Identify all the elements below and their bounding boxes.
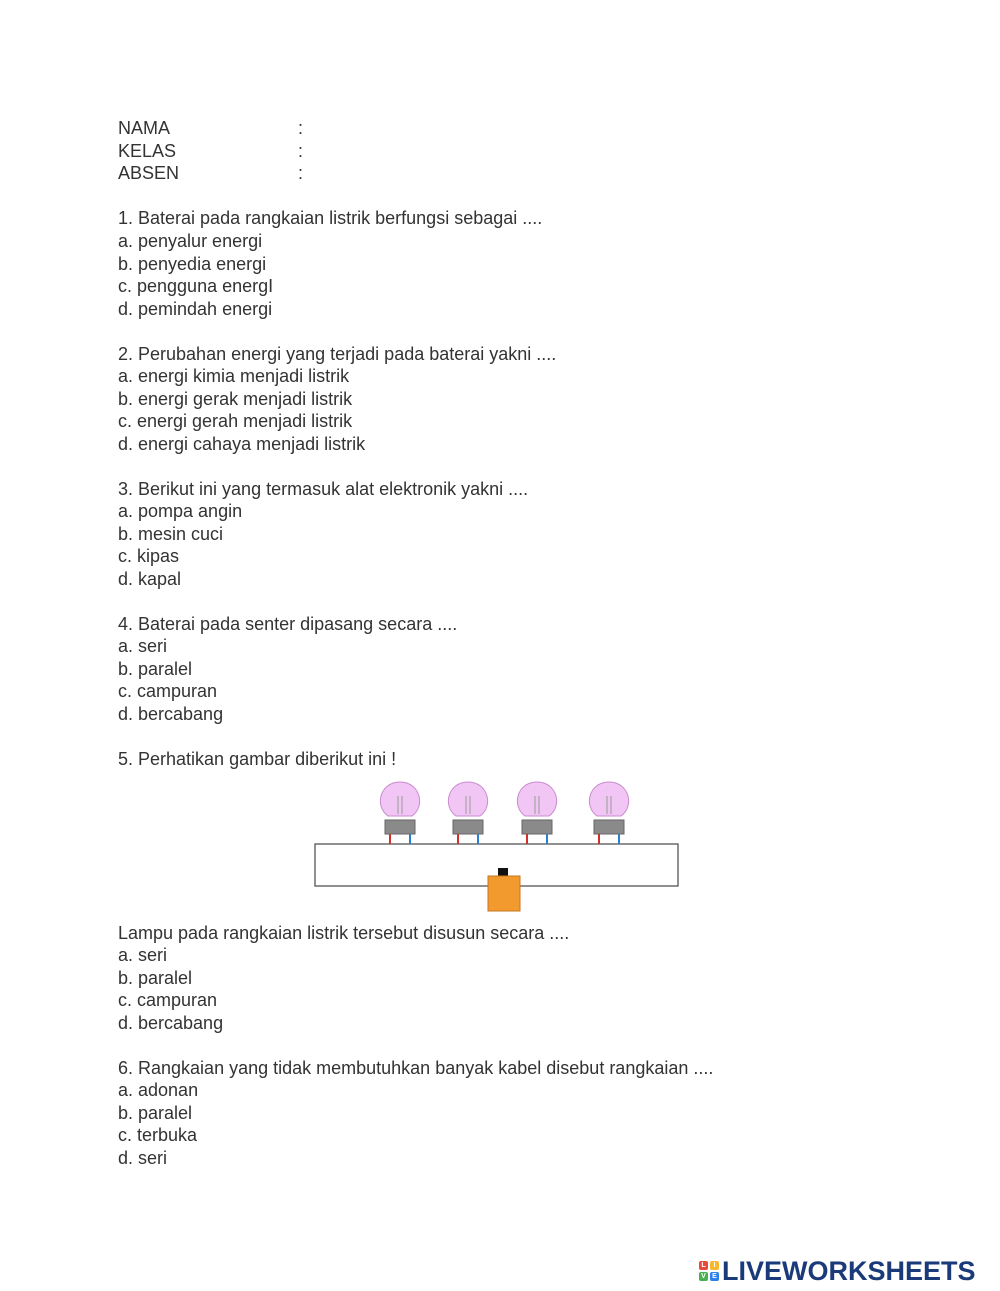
absen-label: ABSEN <box>118 163 180 183</box>
option-d: d. kapal <box>118 569 182 589</box>
battery-terminal <box>498 868 508 876</box>
absen-colon: : <box>298 163 304 183</box>
battery <box>488 868 520 911</box>
bulb-glass <box>517 782 556 816</box>
bulb-base <box>594 820 624 834</box>
option-d: d. bercabang <box>118 1013 224 1033</box>
question-text: 3. Berikut ini yang termasuk alat elektronik yakni .... <box>118 479 529 499</box>
option-d: d. pemindah energi <box>118 299 273 319</box>
option-b: b. mesin cuci <box>118 524 224 544</box>
option-a: a. energi kimia menjadi listrik <box>118 366 350 386</box>
logo-letter: V <box>699 1272 708 1281</box>
class-label: KELAS <box>118 141 177 161</box>
option-b: b. paralel <box>118 1103 193 1123</box>
bulb-glass <box>448 782 487 816</box>
option-b: b. penyedia energi <box>118 254 267 274</box>
logo-letter: E <box>710 1272 719 1281</box>
option-c: c. energi gerah menjadi listrik <box>118 411 353 431</box>
question-text: 2. Perubahan energi yang terjadi pada baterai yakni .... <box>118 344 557 364</box>
logo-icon <box>699 1261 719 1281</box>
option-c: c. kipas <box>118 546 180 566</box>
option-d: d. energi cahaya menjadi listrik <box>118 434 366 454</box>
question-text: 1. Baterai pada rangkaian listrik berfungsi sebagai .... <box>118 208 543 228</box>
option-b: b. paralel <box>118 659 193 679</box>
option-c: c. campuran <box>118 990 218 1010</box>
bulb-base <box>385 820 415 834</box>
light-bulb <box>517 782 556 844</box>
name-colon: : <box>298 118 304 138</box>
option-d: d. seri <box>118 1148 168 1168</box>
bulb-glass <box>589 782 628 816</box>
bulb-glass <box>380 782 419 816</box>
option-c: c. pengguna energI <box>118 276 274 296</box>
battery-body <box>488 876 520 911</box>
class-colon: : <box>298 141 304 161</box>
option-a: a. adonan <box>118 1080 199 1100</box>
bulb-base <box>522 820 552 834</box>
name-label: NAMA <box>118 118 171 138</box>
liveworksheets-logo <box>699 1255 976 1287</box>
option-b: b. energi gerak menjadi listrik <box>118 389 353 409</box>
option-d: d. bercabang <box>118 704 224 724</box>
bulbs <box>380 782 628 844</box>
circuit-diagram <box>310 778 682 916</box>
option-a: a. penyalur energi <box>118 231 263 251</box>
logo-letter: I <box>710 1261 719 1270</box>
option-c: c. terbuka <box>118 1125 198 1145</box>
logo-letter: L <box>699 1261 708 1270</box>
question-subtext: Lampu pada rangkaian listrik tersebut disusun secara .... <box>118 923 570 943</box>
bulb-base <box>453 820 483 834</box>
option-a: a. seri <box>118 945 168 965</box>
option-c: c. campuran <box>118 681 218 701</box>
light-bulb <box>448 782 487 844</box>
light-bulb <box>589 782 628 844</box>
option-b: b. paralel <box>118 968 193 988</box>
brand-name: LIVEWORKSHEETS <box>722 1255 976 1286</box>
question-text: 4. Baterai pada senter dipasang secara .... <box>118 614 458 634</box>
option-a: a. pompa angin <box>118 501 243 521</box>
question-text: 6. Rangkaian yang tidak membutuhkan banyak kabel disebut rangkaian .... <box>118 1058 714 1078</box>
light-bulb <box>380 782 419 844</box>
question-text: 5. Perhatikan gambar diberikut ini ! <box>118 749 397 769</box>
option-a: a. seri <box>118 636 168 656</box>
